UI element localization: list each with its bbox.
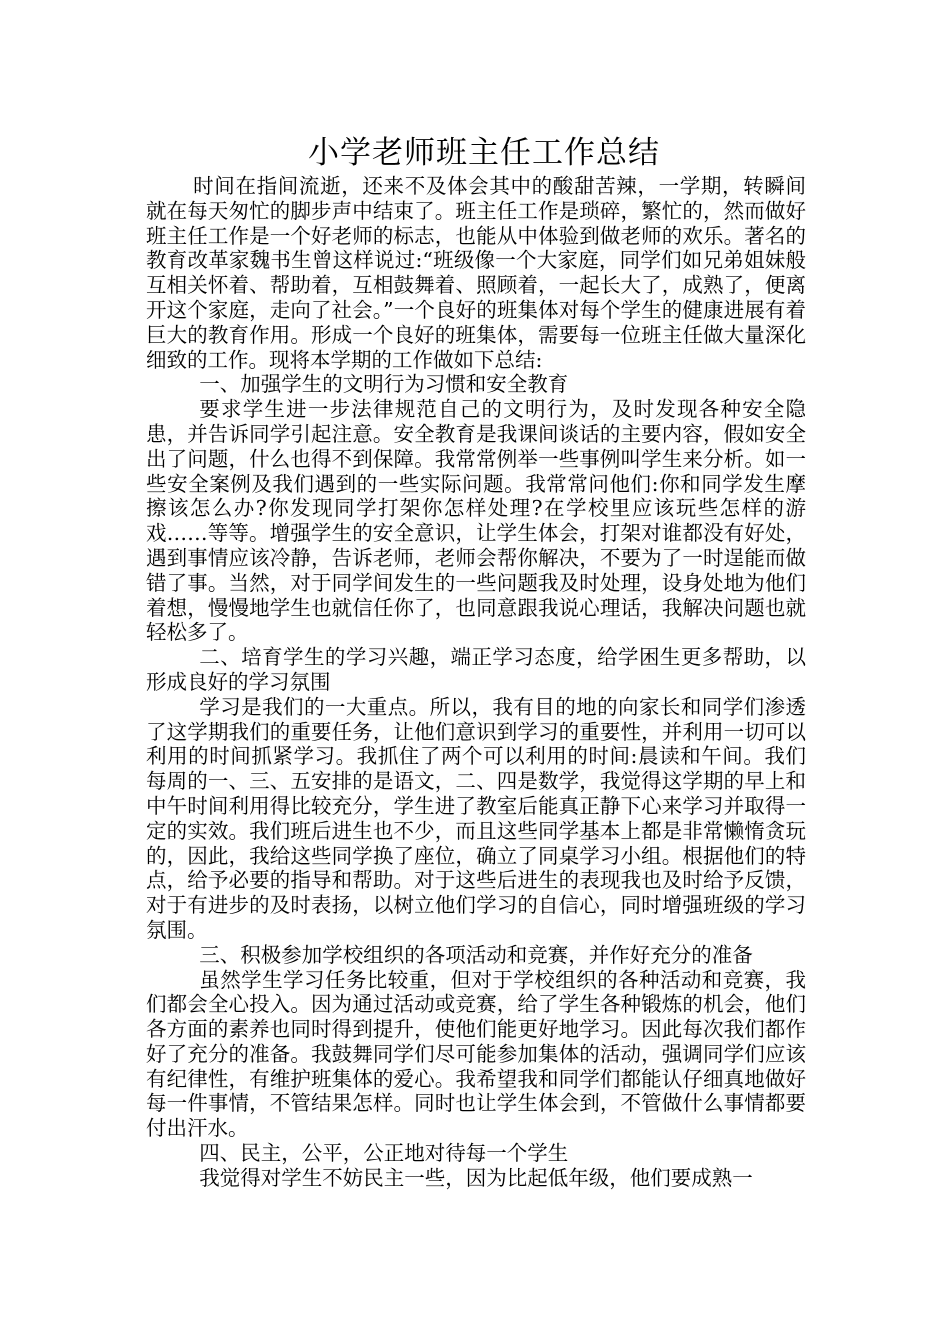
intro-paragraph: 时间在指间流逝，还来不及体会其中的酸甜苦辣，一学期，转瞬间就在每天匆忙的脚步声中结束了。班主任工作是琐碎，繁忙的，然而做好班主任工作是一个好老师的标志，也能从中体验到做老师的欢乐。著名的教育改革家魏书生曾这样说过:“班级像一个大家庭，同学们如兄弟姐妹般互相关怀着、帮助着，互相鼓舞着、照顾着，一起长大了，成熟了，便离开这个家庭，走向了社会。”一个良好的班集体对每个学生的健康进展有着巨大的教育作用。形成一个良好的班集体，需要每一位班主任做大量深化细致的工作。现将本学期的工作做如下总结: [146,174,806,372]
section-heading-2: 二、培育学生的学习兴趣，端正学习态度，给学困生更多帮助，以形成良好的学习氛围 [146,645,806,694]
section-body-4: 我觉得对学生不妨民主一些，因为比起低年级，他们要成熟一 [199,1165,753,1190]
section-heading-4: 四、民主，公平，公正地对待每一个学生 [199,1141,569,1166]
section-body-1: 要求学生进一步法律规范自己的文明行为，及时发现各种安全隐患，并告诉同学引起注意。安全教育是我课间谈话的主要内容，假如安全出了问题，什么也得不到保障。我常常例举一些事例叫学生来分析。如一些安全案例及我们遇到的一些实际问题。我常常问他们:你和同学发生摩擦该怎么办?你发现同学打架你怎样处理?在学校里应该玩些怎样的游戏……等等。增强学生的安全意识，让学生体会，打架对谁都没有好处，遇到事情应该冷静，告诉老师，老师会帮你解决，不要为了一时逞能而做错了事。当然，对于同学间发生的一些问题我及时处理，设身处地为他们着想，慢慢地学生也就信任你了，也同意跟我说心理话，我解决问题也就轻松多了。 [146,397,806,645]
document-title: 小学老师班主任工作总结 [308,135,660,171]
section-body-3: 虽然学生学习任务比较重，但对于学校组织的各种活动和竞赛，我们都会全心投入。因为通过活动或竞赛，给了学生各种锻炼的机会，他们各方面的素养也同时得到提升，使他们能更好地学习。因此每次我们都作好了充分的准备。我鼓舞同学们尽可能参加集体的活动，强调同学们应该有纪律性，有维护班集体的爱心。我希望我和同学们都能认仔细真地做好每一件事情，不管结果怎样。同时也让学生体会到，不管做什么事情都要付出汗水。 [146,967,806,1141]
section-heading-3: 三、积极参加学校组织的各项活动和竞赛，并作好充分的准备 [199,942,753,967]
document-content [146,132,806,1191]
section-heading-1: 一、加强学生的文明行为习惯和安全教育 [199,372,569,397]
section-body-2: 学习是我们的一大重点。所以，我有目的地的向家长和同学们渗透了这学期我们的重要任务，让他们意识到学习的重要性，并利用一切可以利用的时间抓紧学习。我抓住了两个可以利用的时间:晨读和午间。我们每周的一、三、五安排的是语文，二、四是数学，我觉得这学期的早上和中午时间利用得比较充分，学生进了教室后能真正静下心来学习并取得一定的实效。我们班后进生也不少，而且这些同学基本上都是非常懒惰贪玩的，因此，我给这些同学换了座位，确立了同桌学习小组。根据他们的特点，给予必要的指导和帮助。对于这些后进生的表现我也及时给予反馈，对于有进步的及时表扬，以树立他们学习的自信心，同时增强班级的学习氛围。 [146,694,806,942]
